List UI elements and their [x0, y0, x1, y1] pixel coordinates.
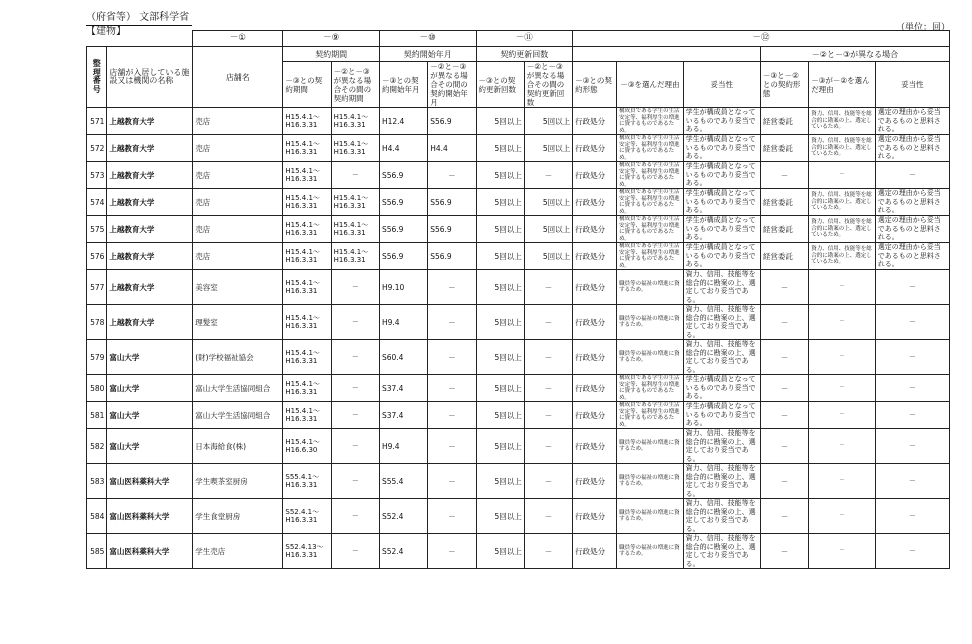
cell-renew-diff: －: [524, 270, 572, 305]
cell-period-diff: －: [331, 270, 379, 305]
cell-renew-diff: 5回以上: [524, 189, 572, 216]
cell-start: H9.10: [379, 270, 427, 305]
cell-start-diff: S56.9: [428, 108, 476, 135]
cell-validity-diff: 選定の理由から妥当であるものと思料される。: [875, 135, 949, 162]
cell-facility: 富山医科薬科大学: [107, 534, 193, 569]
header-r23: －②と－③が異なる場合その間の契約更新回数: [524, 62, 572, 108]
cell-no: 583: [87, 464, 107, 499]
cell-no: 576: [87, 243, 107, 270]
cell-validity: 学生が構成員となっているものであり妥当である。: [683, 243, 760, 270]
cell-reason: 構成員である学生の生活安定等、福利厚生の増進に資するものであるため。: [617, 375, 684, 402]
cell-start: S52.4: [379, 534, 427, 569]
header-row-groups: [87, 31, 950, 47]
cell-shop: 学生売店: [193, 534, 283, 569]
cell-shop: 売店: [193, 135, 283, 162]
cell-period: S55.4.1～H16.3.31: [283, 464, 331, 499]
cell-form: 行政処分: [573, 340, 617, 375]
cell-renew-diff: 5回以上: [524, 135, 572, 162]
table-row: [87, 189, 950, 216]
cell-shop: 学生喫茶室厨房: [193, 464, 283, 499]
table-row: [87, 534, 950, 569]
cell-shop: 学生食堂厨房: [193, 499, 283, 534]
cell-period: S52.4.1～H16.3.31: [283, 499, 331, 534]
cell-reason: 構成員である学生の生活安定等、福利厚生の増進に資するものであるため。: [617, 162, 684, 189]
cell-start: S56.9: [379, 243, 427, 270]
cell-facility: 上越教育大学: [107, 189, 193, 216]
cell-validity: 資力、信用、技能等を総合的に勘案の上、選定しており妥当である。: [683, 305, 760, 340]
header-form3: －③との契約形態: [573, 62, 617, 108]
cell-no: 571: [87, 108, 107, 135]
cell-form: 行政処分: [573, 499, 617, 534]
cell-start: S52.4: [379, 499, 427, 534]
header-renew: 契約更新回数: [476, 47, 573, 62]
cell-reason: 職員等の福祉の増進に資するため。: [617, 464, 684, 499]
cell-validity: 資力、信用、技能等を総合的に勘案の上、選定しており妥当である。: [683, 340, 760, 375]
cell-form-diff: －: [760, 270, 808, 305]
cell-renew: 5回以上: [476, 534, 524, 569]
table-row: [87, 243, 950, 270]
cell-reason: 職員等の福祉の増進に資するため。: [617, 270, 684, 305]
cell-reason-diff: 資力、信用、技能等を総合的に勘案の上、選定しているため。: [809, 189, 876, 216]
cell-reason-diff: －: [809, 429, 876, 464]
cell-validity: 学生が構成員となっているものであり妥当である。: [683, 375, 760, 402]
cell-period: H15.4.1～H16.3.31: [283, 243, 331, 270]
cell-start-diff: S56.9: [428, 243, 476, 270]
cell-validity: 学生が構成員となっているものであり妥当である。: [683, 189, 760, 216]
header-valid2: 妥当性: [875, 62, 949, 108]
cell-period: S52.4.13～H16.3.31: [283, 534, 331, 569]
cell-form: 行政処分: [573, 189, 617, 216]
cell-renew: 5回以上: [476, 270, 524, 305]
cell-period-diff: H15.4.1～H16.3.31: [331, 216, 379, 243]
cell-facility: 富山大学: [107, 402, 193, 429]
table-row: [87, 270, 950, 305]
cell-period-diff: －: [331, 305, 379, 340]
cell-facility: 上越教育大学: [107, 270, 193, 305]
cell-reason: 構成員である学生の生活安定等、福利厚生の増進に資するものであるため。: [617, 189, 684, 216]
cell-renew-diff: －: [524, 464, 572, 499]
table-row: [87, 108, 950, 135]
cell-form: 行政処分: [573, 429, 617, 464]
cell-shop: 日本海給食(株): [193, 429, 283, 464]
cell-facility: 上越教育大学: [107, 135, 193, 162]
cell-reason: 職員等の福祉の増進に資するため。: [617, 429, 684, 464]
cell-start: S60.4: [379, 340, 427, 375]
cell-validity-diff: －: [875, 464, 949, 499]
header-group-1: －①: [193, 31, 283, 47]
cell-period-diff: H15.4.1～H16.3.31: [331, 108, 379, 135]
cell-renew: 5回以上: [476, 429, 524, 464]
cell-period: H15.4.1～H16.3.31: [283, 340, 331, 375]
cell-reason-diff: 資力、信用、技能等を総合的に勘案の上、選定しているため。: [809, 135, 876, 162]
cell-reason-diff: 資力、信用、技能等を総合的に勘案の上、選定しているため。: [809, 243, 876, 270]
cell-period-diff: －: [331, 375, 379, 402]
header-group-9: －⑨: [283, 31, 380, 47]
header-p3: －③との契約期間: [283, 62, 331, 108]
cell-reason-diff: －: [809, 305, 876, 340]
table-row: [87, 135, 950, 162]
header-reason2: －③が－②を選んだ理由: [809, 62, 876, 108]
header-facility: 店舗が入居している施設又は機関の名称: [107, 47, 193, 108]
cell-no: 584: [87, 499, 107, 534]
table-row: [87, 375, 950, 402]
cell-renew: 5回以上: [476, 135, 524, 162]
cell-start: S37.4: [379, 402, 427, 429]
cell-reason: 職員等の福祉の増進に資するため。: [617, 499, 684, 534]
header-p23: －②と－③が異なる場合その間の契約期間: [331, 62, 379, 108]
cell-shop: 売店: [193, 243, 283, 270]
cell-form-diff: －: [760, 305, 808, 340]
cell-start-diff: －: [428, 340, 476, 375]
cell-renew: 5回以上: [476, 305, 524, 340]
cell-facility: 上越教育大学: [107, 162, 193, 189]
cell-no: 577: [87, 270, 107, 305]
header-diff: －②と－③が異なる場合: [760, 47, 949, 62]
cell-validity: 資力、信用、技能等を総合的に勘案の上、選定しており妥当である。: [683, 270, 760, 305]
cell-period-diff: －: [331, 429, 379, 464]
cell-validity: 資力、信用、技能等を総合的に勘案の上、選定しており妥当である。: [683, 464, 760, 499]
cell-validity: 学生が構成員となっているものであり妥当である。: [683, 135, 760, 162]
cell-period-diff: －: [331, 464, 379, 499]
cell-no: 582: [87, 429, 107, 464]
cell-form: 行政処分: [573, 108, 617, 135]
cell-validity-diff: －: [875, 375, 949, 402]
cell-form-diff: 経営委託: [760, 108, 808, 135]
cell-start-diff: S56.9: [428, 216, 476, 243]
cell-reason-diff: －: [809, 270, 876, 305]
cell-reason-diff: －: [809, 499, 876, 534]
cell-facility: 富山医科薬科大学: [107, 499, 193, 534]
cell-period: H15.4.1～H16.3.31: [283, 375, 331, 402]
cell-form-diff: －: [760, 464, 808, 499]
cell-reason-diff: 資力、信用、技能等を総合的に勘案の上、選定しているため。: [809, 216, 876, 243]
cell-start-diff: －: [428, 375, 476, 402]
cell-renew: 5回以上: [476, 499, 524, 534]
cell-validity-diff: －: [875, 402, 949, 429]
cell-start: H9.4: [379, 305, 427, 340]
cell-form: 行政処分: [573, 243, 617, 270]
cell-form: 行政処分: [573, 270, 617, 305]
cell-validity-diff: 選定の理由から妥当であるものと思料される。: [875, 189, 949, 216]
cell-shop: 理髪室: [193, 305, 283, 340]
cell-validity-diff: －: [875, 499, 949, 534]
cell-shop: 売店: [193, 108, 283, 135]
cell-form-diff: －: [760, 375, 808, 402]
cell-form-diff: 経営委託: [760, 216, 808, 243]
cell-validity: 学生が構成員となっているものであり妥当である。: [683, 402, 760, 429]
table-row: [87, 162, 950, 189]
cell-renew-diff: 5回以上: [524, 108, 572, 135]
cell-validity: 資力、信用、技能等を総合的に勘案の上、選定しており妥当である。: [683, 499, 760, 534]
cell-no: 585: [87, 534, 107, 569]
cell-renew: 5回以上: [476, 464, 524, 499]
cell-shop: 富山大学生活協同組合: [193, 375, 283, 402]
cell-start-diff: S56.9: [428, 189, 476, 216]
cell-start: H9.4: [379, 429, 427, 464]
cell-period: H15.4.1～H16.3.31: [283, 108, 331, 135]
cell-form-diff: －: [760, 340, 808, 375]
cell-reason-diff: －: [809, 162, 876, 189]
cell-reason-diff: －: [809, 402, 876, 429]
cell-renew: 5回以上: [476, 108, 524, 135]
cell-form: 行政処分: [573, 162, 617, 189]
cell-validity-diff: －: [875, 162, 949, 189]
cell-start-diff: －: [428, 162, 476, 189]
cell-no: 581: [87, 402, 107, 429]
cell-validity: 学生が構成員となっているものであり妥当である。: [683, 162, 760, 189]
cell-reason-diff: －: [809, 534, 876, 569]
cell-validity-diff: 選定の理由から妥当であるものと思料される。: [875, 216, 949, 243]
cell-reason-diff: －: [809, 340, 876, 375]
table-row: [87, 464, 950, 499]
header-s23: －②と－③が異なる場合その間の契約開始年月: [428, 62, 476, 108]
cell-reason: 構成員である学生の生活安定等、福利厚生の増進に資するものであるため。: [617, 243, 684, 270]
cell-renew: 5回以上: [476, 375, 524, 402]
cell-facility: 上越教育大学: [107, 216, 193, 243]
cell-start-diff: －: [428, 499, 476, 534]
cell-form: 行政処分: [573, 534, 617, 569]
cell-start-diff: －: [428, 305, 476, 340]
cell-form: 行政処分: [573, 305, 617, 340]
cell-form-diff: －: [760, 429, 808, 464]
cell-reason-diff: 資力、信用、技能等を総合的に勘案の上、選定しているため。: [809, 108, 876, 135]
cell-renew-diff: －: [524, 375, 572, 402]
cell-period-diff: H15.4.1～H16.3.31: [331, 243, 379, 270]
cell-period: H15.4.1～H16.3.31: [283, 189, 331, 216]
cell-start-diff: －: [428, 534, 476, 569]
cell-validity-diff: －: [875, 534, 949, 569]
cell-period: H15.4.1～H16.3.31: [283, 305, 331, 340]
cell-facility: 上越教育大学: [107, 305, 193, 340]
cell-facility: 富山大学: [107, 340, 193, 375]
cell-start: S56.9: [379, 216, 427, 243]
cell-renew: 5回以上: [476, 340, 524, 375]
cell-renew: 5回以上: [476, 216, 524, 243]
cell-reason: 構成員である学生の生活安定等、福利厚生の増進に資するものであるため。: [617, 402, 684, 429]
contract-table: [86, 30, 950, 569]
header-row-subgroups: [87, 47, 950, 62]
cell-no: 578: [87, 305, 107, 340]
cell-form: 行政処分: [573, 402, 617, 429]
cell-renew-diff: －: [524, 534, 572, 569]
cell-validity-diff: －: [875, 270, 949, 305]
cell-form: 行政処分: [573, 375, 617, 402]
cell-shop: 売店: [193, 162, 283, 189]
cell-no: 575: [87, 216, 107, 243]
cell-start-diff: －: [428, 429, 476, 464]
cell-renew-diff: －: [524, 305, 572, 340]
cell-no: 580: [87, 375, 107, 402]
cell-start-diff: －: [428, 270, 476, 305]
cell-renew: 5回以上: [476, 189, 524, 216]
header-start: 契約開始年月: [379, 47, 476, 62]
cell-shop: (財)学校福祉協会: [193, 340, 283, 375]
cell-period: H15.4.1～H16.3.31: [283, 162, 331, 189]
cell-no: 573: [87, 162, 107, 189]
cell-no: 572: [87, 135, 107, 162]
cell-period: H15.4.1～H16.3.31: [283, 270, 331, 305]
cell-start-diff: H4.4: [428, 135, 476, 162]
cell-form-diff: 経営委託: [760, 243, 808, 270]
unit-label: （単位：回）: [895, 23, 950, 33]
cell-period-diff: －: [331, 162, 379, 189]
cell-form: 行政処分: [573, 135, 617, 162]
header-s3: －③との契約開始年月: [379, 62, 427, 108]
cell-validity-diff: 選定の理由から妥当であるものと思料される。: [875, 243, 949, 270]
cell-reason-diff: －: [809, 375, 876, 402]
cell-form: 行政処分: [573, 216, 617, 243]
cell-validity: 資力、信用、技能等を総合的に勘案の上、選定しており妥当である。: [683, 429, 760, 464]
cell-validity-diff: －: [875, 429, 949, 464]
cell-validity-diff: －: [875, 305, 949, 340]
cell-validity: 学生が構成員となっているものであり妥当である。: [683, 216, 760, 243]
cell-start: H4.4: [379, 135, 427, 162]
cell-reason: 構成員である学生の生活安定等、福利厚生の増進に資するものであるため。: [617, 216, 684, 243]
cell-facility: 上越教育大学: [107, 108, 193, 135]
cell-period: H15.4.1～H16.3.31: [283, 402, 331, 429]
agency-label: （府省等） 文部科学省: [86, 12, 192, 26]
cell-start: S56.9: [379, 189, 427, 216]
cell-validity-diff: 選定の理由から妥当であるものと思料される。: [875, 108, 949, 135]
cell-form: 行政処分: [573, 464, 617, 499]
cell-no: 579: [87, 340, 107, 375]
cell-shop: 富山大学生活協同組合: [193, 402, 283, 429]
cell-period-diff: －: [331, 340, 379, 375]
header-period: 契約期間: [283, 47, 380, 62]
cell-form-diff: －: [760, 402, 808, 429]
cell-renew-diff: －: [524, 402, 572, 429]
cell-shop: 売店: [193, 189, 283, 216]
cell-renew: 5回以上: [476, 162, 524, 189]
cell-period-diff: H15.4.1～H16.3.31: [331, 135, 379, 162]
header-group-11: －⑪: [476, 31, 573, 47]
cell-start-diff: －: [428, 402, 476, 429]
table-body: [87, 108, 950, 569]
cell-shop: 美容室: [193, 270, 283, 305]
table-row: [87, 429, 950, 464]
cell-reason: 構成員である学生の生活安定等、福利厚生の増進に資するものであるため。: [617, 108, 684, 135]
header-valid: 妥当性: [683, 62, 760, 108]
cell-shop: 売店: [193, 216, 283, 243]
cell-reason: 構成員である学生の生活安定等、福利厚生の増進に資するものであるため。: [617, 135, 684, 162]
header-reason3: －③を選んだ理由: [617, 62, 684, 108]
cell-no: 574: [87, 189, 107, 216]
header-r3: －③との契約更新回数: [476, 62, 524, 108]
cell-renew-diff: 5回以上: [524, 243, 572, 270]
section-label: 【建物】: [86, 26, 126, 37]
cell-period-diff: H15.4.1～H16.3.31: [331, 189, 379, 216]
cell-period-diff: －: [331, 499, 379, 534]
table-row: [87, 499, 950, 534]
cell-renew-diff: －: [524, 162, 572, 189]
cell-reason-diff: －: [809, 464, 876, 499]
header-group-10: －⑩: [379, 31, 476, 47]
table-row: [87, 305, 950, 340]
cell-validity-diff: －: [875, 340, 949, 375]
cell-reason: 職員等の福祉の増進に資するため。: [617, 305, 684, 340]
cell-renew: 5回以上: [476, 243, 524, 270]
cell-form-diff: 経営委託: [760, 189, 808, 216]
cell-facility: 上越教育大学: [107, 243, 193, 270]
cell-period-diff: －: [331, 534, 379, 569]
cell-validity: 学生が構成員となっているものであり妥当である。: [683, 108, 760, 135]
cell-renew-diff: 5回以上: [524, 216, 572, 243]
cell-period: H15.4.1～H16.6.30: [283, 429, 331, 464]
table-row: [87, 216, 950, 243]
header-group-12: －⑫: [573, 31, 950, 47]
cell-period-diff: －: [331, 402, 379, 429]
header-shop: 店舗名: [193, 47, 283, 108]
cell-start: H12.4: [379, 108, 427, 135]
cell-reason: 職員等の福祉の増進に資するため。: [617, 340, 684, 375]
cell-validity: 資力、信用、技能等を総合的に勘案の上、選定しており妥当である。: [683, 534, 760, 569]
table-row: [87, 402, 950, 429]
header-no: 整理番号: [87, 47, 107, 108]
cell-period: H15.4.1～H16.3.31: [283, 135, 331, 162]
cell-period: H15.4.1～H16.3.31: [283, 216, 331, 243]
table-row: [87, 340, 950, 375]
cell-facility: 富山大学: [107, 375, 193, 402]
cell-form-diff: －: [760, 534, 808, 569]
cell-renew-diff: －: [524, 429, 572, 464]
cell-renew: 5回以上: [476, 402, 524, 429]
cell-facility: 富山大学: [107, 429, 193, 464]
cell-start-diff: －: [428, 464, 476, 499]
cell-form-diff: 経営委託: [760, 135, 808, 162]
cell-renew-diff: －: [524, 340, 572, 375]
cell-start: S37.4: [379, 375, 427, 402]
cell-facility: 富山医科薬科大学: [107, 464, 193, 499]
cell-form-diff: －: [760, 162, 808, 189]
cell-renew-diff: －: [524, 499, 572, 534]
cell-reason: 職員等の福祉の増進に資するため。: [617, 534, 684, 569]
cell-start: S55.4: [379, 464, 427, 499]
header-form23: －③と－②との契約形態: [760, 62, 808, 108]
cell-form-diff: －: [760, 499, 808, 534]
cell-start: S56.9: [379, 162, 427, 189]
